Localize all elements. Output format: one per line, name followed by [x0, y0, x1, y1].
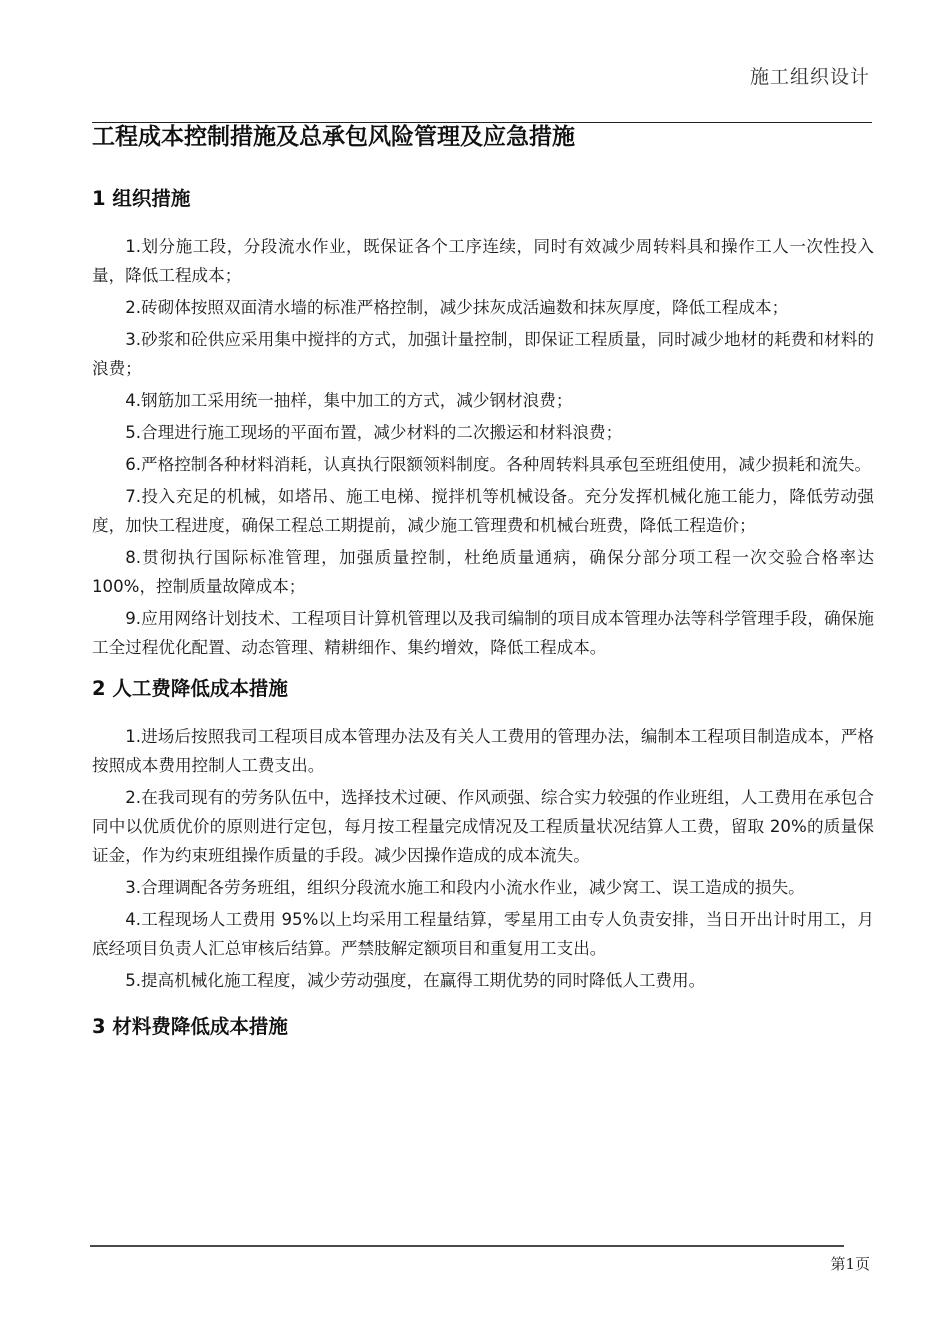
section-1-paragraph: 2.砖砌体按照双面清水墙的标准严格控制，减少抹灰成活遍数和抹灰厚度，降低工程成本；	[125, 298, 789, 317]
section-2-paragraph: 2.在我司现有的劳务队伍中，选择技术过硬、作风顽强、综合实力较强的作业班组，人工费用在承包合同中以优质优价的原则进行定包，每月按工程量完成情况及工程质量状况结算人工费，留取 20%的质量保证金，作为约束班组操作质量的手段。减少因操作造成的成本流失。	[92, 788, 874, 865]
section-1-paragraph: 6.严格控制各种材料消耗，认真执行限额领料制度。各种周转料具承包至班组使用，减少损耗和流失。	[125, 455, 872, 474]
section-2-paragraph: 4.工程现场人工费用 95%以上均采用工程量结算，零星用工由专人负责安排，当日开出计时用工，月底经项目负责人汇总审核后结算。严禁肢解定额项目和重复用工支出。	[92, 910, 874, 958]
document-title: 工程成本控制措施及总承包风险管理及应急措施	[92, 124, 575, 150]
running-header: 施工组织设计	[749, 66, 870, 88]
footer-rule	[90, 1245, 844, 1247]
document-body	[92, 180, 874, 1042]
section-1-paragraph: 8.贯彻执行国际标准管理，加强质量控制，杜绝质量通病，确保分部分项工程一次交验合格率达 100%，控制质量故障成本；	[92, 548, 874, 596]
section-1-paragraph: 4.钢筋加工采用统一抽样，集中加工的方式，减少钢材浪费；	[125, 391, 573, 410]
section-1-paragraph: 9.应用网络计划技术、工程项目计算机管理以及我司编制的项目成本管理办法等科学管理手段，确保施工全过程优化配置、动态管理、精耕细作、集约增效，降低工程成本。	[92, 609, 874, 657]
page-number: 第1页	[830, 1255, 870, 1273]
section-1-paragraph: 1.划分施工段，分段流水作业，既保证各个工序连续，同时有效减少周转料具和操作工人一次性投入量，降低工程成本；	[92, 237, 874, 285]
section-1-paragraph: 7.投入充足的机械，如塔吊、施工电梯、搅拌机等机械设备。充分发挥机械化施工能力，降低劳动强度，加快工程进度，确保工程总工期提前，减少施工管理费和机械台班费，降低工程造价；	[92, 487, 874, 535]
section-heading-1: 1 组织措施	[92, 187, 191, 210]
section-2-paragraph: 5.提高机械化施工程度，减少劳动强度，在赢得工期优势的同时降低人工费用。	[125, 971, 706, 990]
section-1-paragraph: 5.合理进行施工现场的平面布置，减少材料的二次搬运和材料浪费；	[125, 423, 623, 442]
section-heading-2: 2 人工费降低成本措施	[92, 677, 288, 700]
section-heading-3: 3 材料费降低成本措施	[92, 1015, 288, 1038]
section-1-paragraph: 3.砂浆和砼供应采用集中搅拌的方式，加强计量控制，即保证工程质量，同时减少地材的耗费和材料的浪费；	[92, 330, 874, 378]
section-2-paragraph: 1.进场后按照我司工程项目成本管理办法及有关人工费用的管理办法，编制本工程项目制造成本，严格按照成本费用控制人工费支出。	[92, 727, 874, 775]
section-2-paragraph: 3.合理调配各劳务班组，组织分段流水施工和段内小流水作业，减少窝工、误工造成的损失。	[125, 878, 805, 897]
